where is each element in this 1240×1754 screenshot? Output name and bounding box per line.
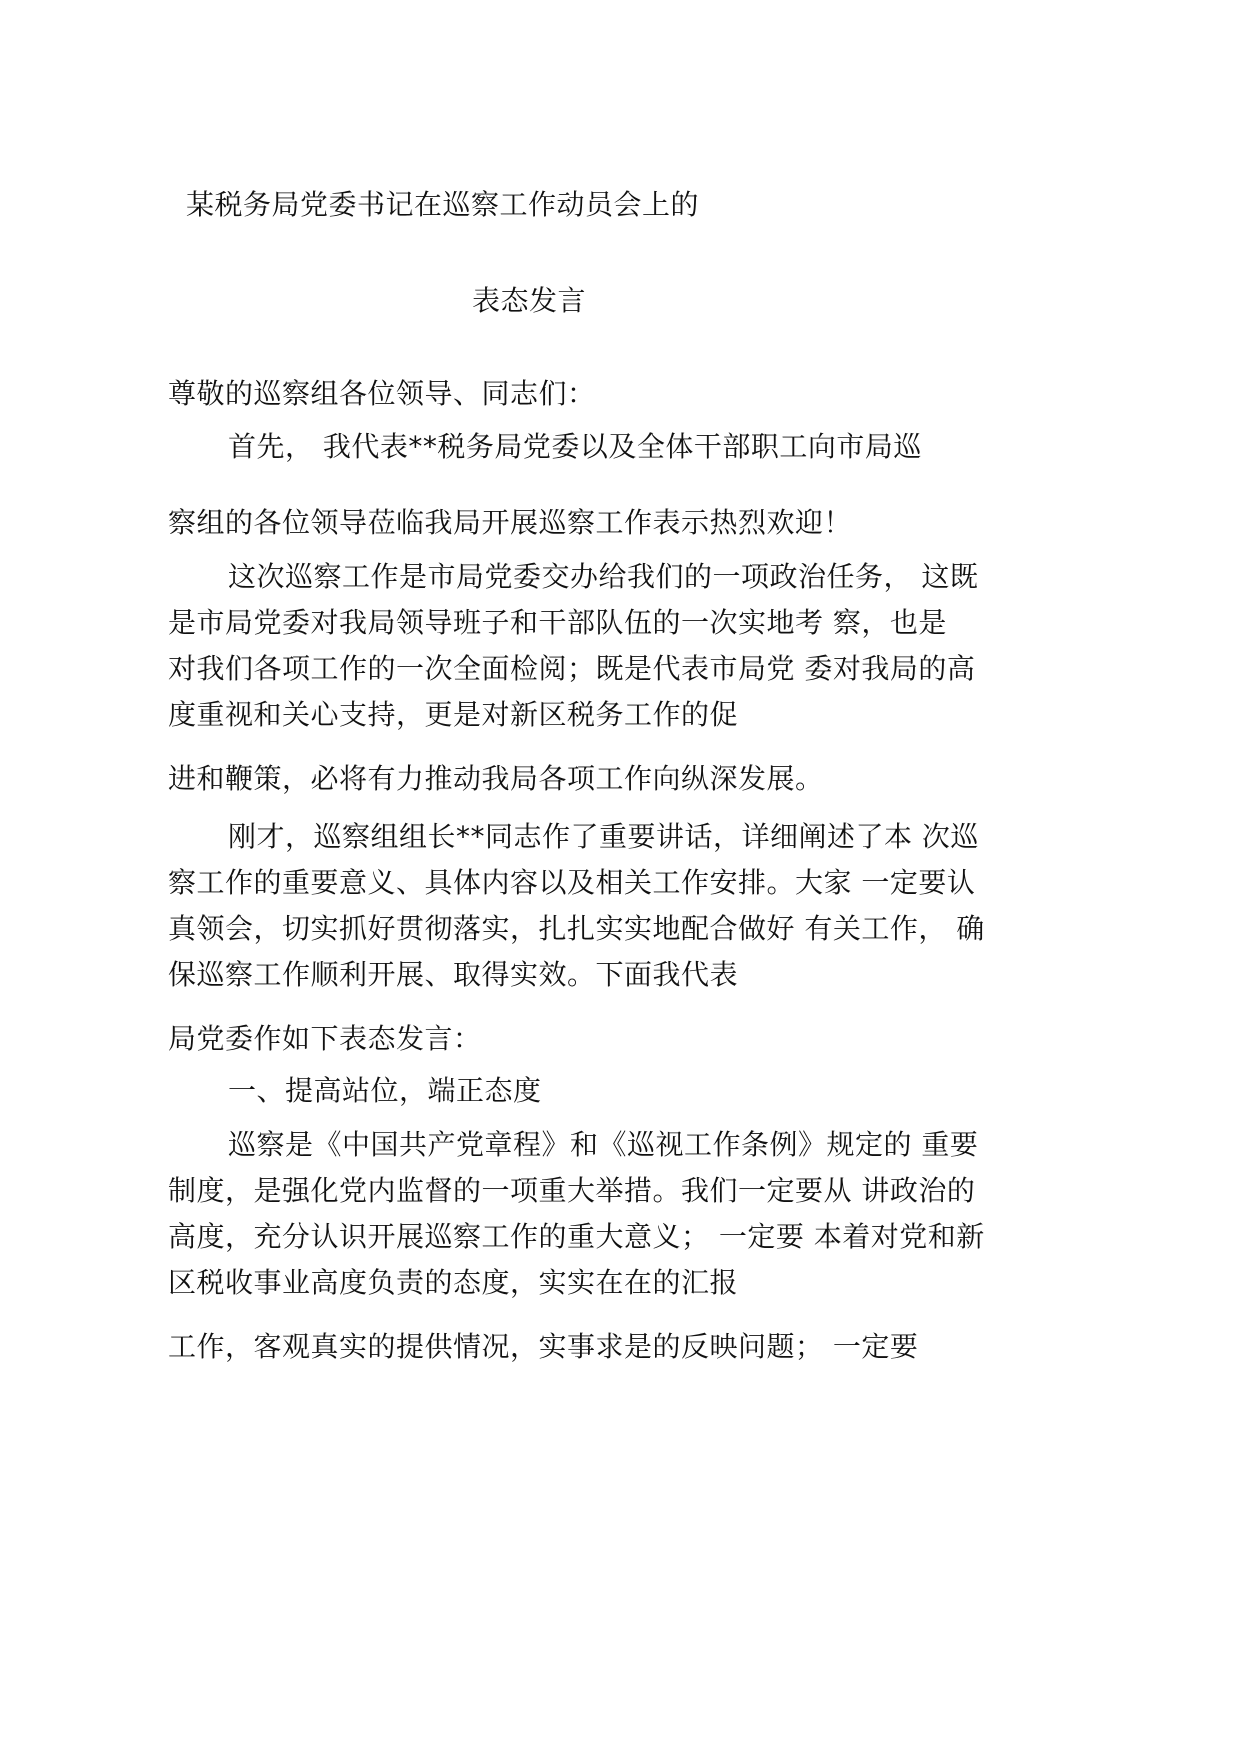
section-heading: 一、提高站位，端正态度 <box>228 1074 542 1107</box>
body-line: 局党委作如下表态发言： <box>168 1022 482 1055</box>
body-line: 保巡察工作顺利开展、取得实效。下面我代表 <box>168 958 739 991</box>
body-line: 高度，充分认识开展巡察工作的重大意义； 一定要 本着对党和新 <box>168 1220 985 1253</box>
body-line: 是市局党委对我局领导班子和干部队伍的一次实地考 察，也是 <box>168 606 947 639</box>
body-line: 对我们各项工作的一次全面检阅；既是代表市局党 委对我局的高 <box>168 652 976 685</box>
body-line: 进和鞭策，必将有力推动我局各项工作向纵深发展。 <box>168 762 824 795</box>
body-line: 制度，是强化党内监督的一项重大举措。我们一定要从 讲政治的 <box>168 1174 976 1207</box>
body-line: 察组的各位领导莅临我局开展巡察工作表示热烈欢迎！ <box>168 506 853 539</box>
body-line: 首先， 我代表**税务局党委以及全体干部职工向市局巡 <box>228 430 922 463</box>
body-line: 真领会，切实抓好贯彻落实，扎扎实实地配合做好 有关工作， 确 <box>168 912 985 945</box>
body-line: 刚才，巡察组组长**同志作了重要讲话，详细阐述了本 次巡 <box>228 820 979 853</box>
body-line: 工作，客观真实的提供情况，实事求是的反映问题； 一定要 <box>168 1330 919 1363</box>
salutation: 尊敬的巡察组各位领导、同志们： <box>168 377 596 410</box>
body-line: 这次巡察工作是市局党委交办给我们的一项政治任务， 这既 <box>228 560 979 593</box>
document-title-line-2: 表态发言 <box>472 284 587 317</box>
body-line: 察工作的重要意义、具体内容以及相关工作安排。大家 一定要认 <box>168 866 976 899</box>
document-title-line-1: 某税务局党委书记在巡察工作动员会上的 <box>186 188 700 221</box>
body-line: 巡察是《中国共产党章程》和《巡视工作条例》规定的 重要 <box>228 1128 979 1161</box>
body-line: 区税收事业高度负责的态度，实实在在的汇报 <box>168 1266 739 1299</box>
body-line: 度重视和关心支持，更是对新区税务工作的促 <box>168 698 739 731</box>
